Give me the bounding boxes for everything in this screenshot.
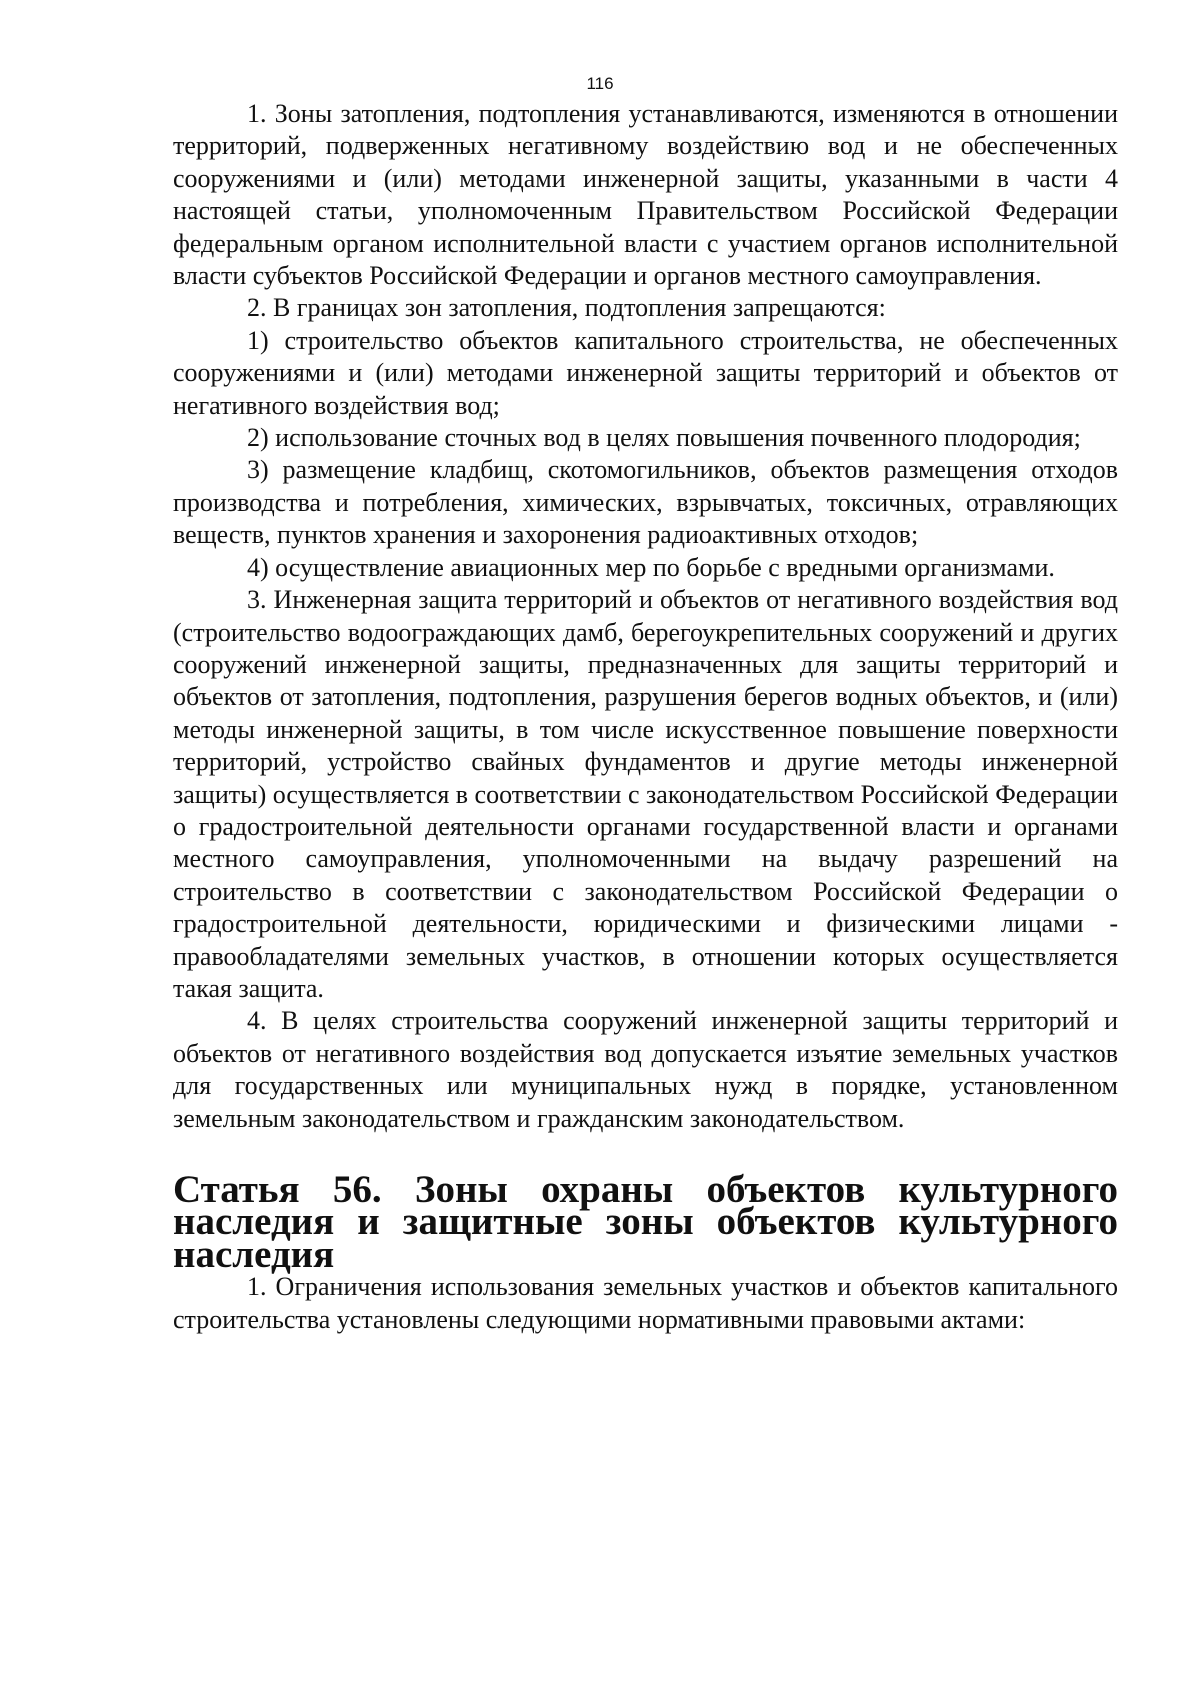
document-body: [173, 98, 1118, 1336]
paragraph: 1) строительство объектов капитального строительства, не обеспеченных сооружениями и (или) методами инженерной защиты территорий и объектов от негативного воздействия вод;: [173, 325, 1118, 420]
page-number: 116: [586, 74, 614, 93]
paragraph: 1. Зоны затопления, подтопления устанавливаются, изменяются в отношении территорий, подверженных негативному воздействию вод и не обеспеченных сооружениями и (или) методами инженерной защиты, указанными в части 4 настоящей статьи, уполномоченным Правительством Российской Федерации федеральным органом исполнительной власти с участием органов исполнительной власти субъектов Российской Федерации и органов местного самоуправления.: [173, 99, 1118, 291]
paragraph: 1. Ограничения использования земельных участков и объектов капитального строительства установлены следующими нормативными правовыми актами:: [173, 1272, 1118, 1334]
paragraph: 2. В границах зон затопления, подтопления запрещаются:: [247, 293, 886, 323]
article-heading: Статья 56. Зоны охраны объектов культурного наследия и защитные зоны объектов культурного наследия: [173, 1168, 1118, 1276]
paragraph: 2) использование сточных вод в целях повышения почвенного плодородия;: [247, 423, 1081, 453]
paragraph: 3) размещение кладбищ, скотомогильников, объектов размещения отходов производства и потребления, химических, взрывчатых, токсичных, отравляющих веществ, пунктов хранения и захоронения радиоактивных отходов;: [173, 455, 1118, 550]
paragraph: 3. Инженерная защита территорий и объектов от негативного воздействия вод (строительство водоограждающих дамб, берегоукрепительных сооружений и других сооружений инженерной защиты, предназначенных для защиты территорий и объектов от затопления, подтопления, разрушения берегов водных объектов, и (или) методы инженерной защиты, в том числе искусственное повышение поверхности территорий, устройство свайных фундаментов и другие методы инженерной защиты) осуществляется в соответствии с законодательством Российской Федерации о градостроительной деятельности органами государственной власти и органами местного самоуправления, уполномоченными на выдачу разрешений на строительство в соответствии с законодательством Российской Федерации о градостроительной деятельности, юридическими и физическими лицами - правообладателями земельных участков, в отношении которых осуществляется такая защита.: [173, 585, 1119, 1003]
paragraph: 4) осуществление авиационных мер по борьбе с вредными организмами.: [247, 552, 1055, 582]
paragraph: 4. В целях строительства сооружений инженерной защиты территорий и объектов от негативного воздействия вод допускается изъятие земельных участков для государственных или муниципальных нужд в порядке, установленном земельным законодательством и гражданским законодательством.: [173, 1006, 1118, 1133]
